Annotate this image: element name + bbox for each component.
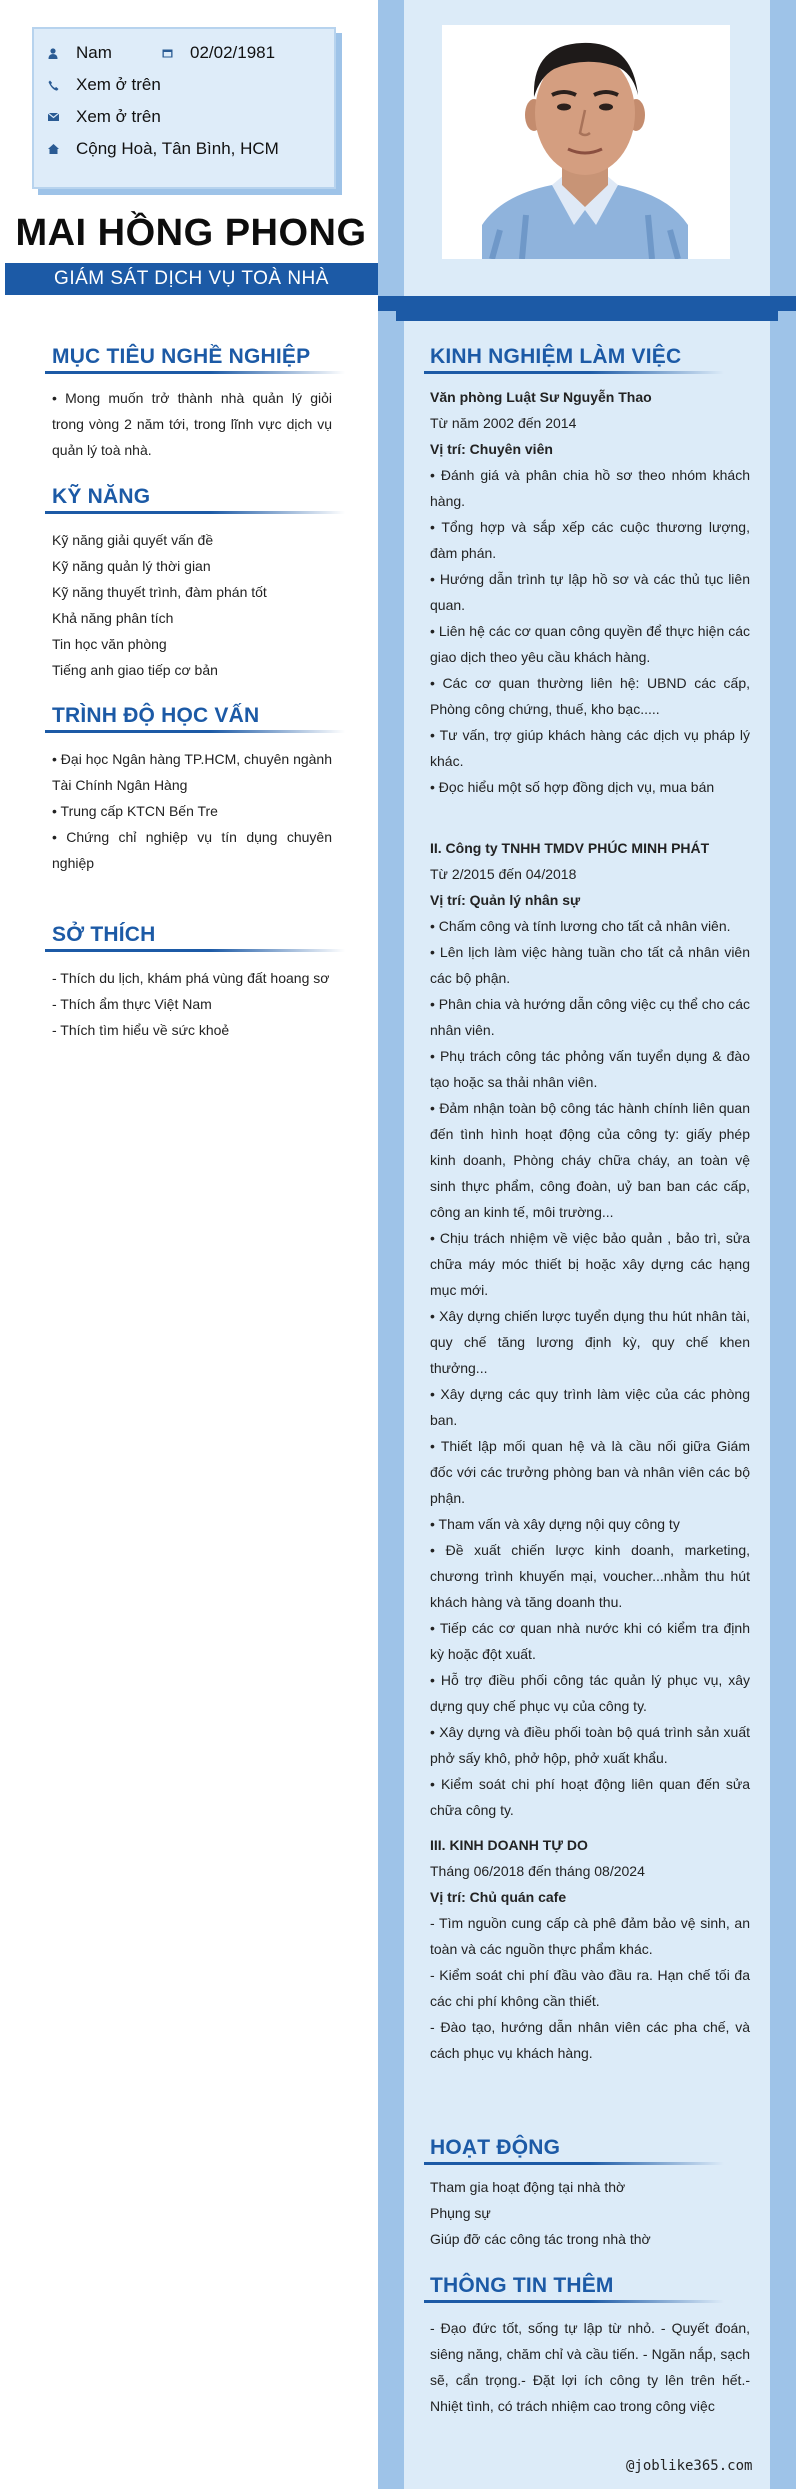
education-item: • Trung cấp KTCN Bến Tre — [52, 803, 218, 819]
portrait-image — [482, 25, 688, 259]
skills-underline — [45, 511, 345, 514]
job-bullet: - Đào tạo, hướng dẫn nhân viên các pha chế, và cách phục vụ khách hàng. — [430, 2019, 750, 2061]
skill-item: Kỹ năng thuyết trình, đàm phán tốt — [52, 584, 267, 600]
job-1 — [430, 384, 750, 800]
job-bullet: • Tổng hợp và sắp xếp các cuộc thương lượng, đàm phán. — [430, 519, 750, 561]
job-title: GIÁM SÁT DỊCH VỤ TOÀ NHÀ — [54, 268, 329, 289]
job-2 — [430, 835, 750, 1823]
activity-item: Giúp đỡ các công tác trong nhà thờ — [430, 2231, 651, 2247]
extra-info-underline — [424, 2300, 724, 2303]
activities-list — [430, 2174, 750, 2252]
profile-photo — [482, 25, 688, 259]
objective-text: • Mong muốn trở thành nhà quản lý giỏi trong vòng 2 năm tới, trong lĩnh vực dịch vụ quản lý toà nhà. — [52, 390, 332, 458]
header-divider-bar-inner — [396, 306, 778, 321]
job-period: Từ năm 2002 đến 2014 — [430, 415, 577, 431]
job-bullet: • Hỗ trợ điều phối công tác quản lý phục vụ, xây dựng quy chế phục vụ của công ty. — [430, 1672, 750, 1714]
phone-icon — [46, 78, 60, 92]
job-period: Tháng 06/2018 đến tháng 08/2024 — [430, 1863, 645, 1879]
job-bullet: • Đánh giá và phân chia hồ sơ theo nhóm khách hàng. — [430, 467, 750, 509]
job-3 — [430, 1832, 750, 2066]
gender-value: Nam — [76, 43, 112, 62]
job-bullet: • Lên lịch làm việc hàng tuần cho tất cả nhân viên các bộ phận. — [430, 944, 750, 986]
phone-value: Xem ở trên — [76, 75, 161, 94]
job-bullet: • Phụ trách công tác phỏng vấn tuyển dụng & đào tạo hoặc sa thải nhân viên. — [430, 1048, 750, 1090]
job-company: II. Công ty TNHH TMDV PHÚC MINH PHÁT — [430, 840, 710, 856]
education-title: TRÌNH ĐỘ HỌC VẤN — [52, 704, 260, 727]
experience-title: KINH NGHIỆM LÀM VIỆC — [430, 345, 682, 368]
job-bullet: • Chịu trách nhiệm về việc bảo quản , bảo trì, sửa chữa máy móc thiết bị hoặc xây dựng các hạng mục mới. — [430, 1230, 750, 1298]
activities-title: HOẠT ĐỘNG — [430, 2136, 561, 2159]
job-role: Vị trí: Chủ quán cafe — [430, 1889, 567, 1905]
skill-item: Kỹ năng quản lý thời gian — [52, 558, 211, 574]
job-bullet: - Tìm nguồn cung cấp cà phê đảm bảo vệ sinh, an toàn và các nguồn thực phẩm khác. — [430, 1915, 750, 1957]
hobbies-underline — [45, 949, 345, 952]
education-item: • Chứng chỉ nghiệp vụ tín dụng chuyên nghiệp — [52, 829, 332, 871]
phone-row — [46, 75, 161, 95]
job-bullet: • Liên hệ các cơ quan công quyền để thực hiện các giao dịch theo yêu cầu khách hàng. — [430, 623, 750, 665]
job-bullet: • Các cơ quan thường liên hệ: UBND các cấp, Phòng công chứng, thuế, kho bạc..... — [430, 675, 750, 717]
job-role: Vị trí: Quản lý nhân sự — [430, 892, 581, 908]
job-bullet: • Tư vấn, trợ giúp khách hàng các dịch vụ pháp lý khác. — [430, 727, 750, 769]
job-bullet: • Tiếp các cơ quan nhà nước khi có kiểm tra định kỳ hoặc đột xuất. — [430, 1620, 750, 1662]
email-value: Xem ở trên — [76, 107, 161, 126]
skills-title: KỸ NĂNG — [52, 485, 151, 508]
activity-item: Phụng sự — [430, 2205, 491, 2221]
hobby-item: - Thích du lịch, khám phá vùng đất hoang sơ — [52, 970, 330, 986]
watermark: @joblike365.com — [626, 2458, 753, 2474]
job-bullet: • Xây dựng các quy trình làm việc của các phòng ban. — [430, 1386, 750, 1428]
mail-icon — [46, 110, 60, 124]
address-value: Cộng Hoà, Tân Bình, HCM — [76, 139, 279, 158]
job-bullet: • Chấm công và tính lương cho tất cả nhân viên. — [430, 918, 731, 934]
experience-underline — [424, 371, 724, 374]
address-row — [46, 139, 279, 159]
job-company: III. KINH DOANH TỰ DO — [430, 1837, 588, 1853]
skill-item: Tin học văn phòng — [52, 636, 167, 652]
job-bullet: • Đảm nhận toàn bộ công tác hành chính liên quan đến tình hình hoạt động của công ty: giấy phép kinh doanh, Phòng cháy chữa cháy, an toàn vệ sinh thực phẩm, công đoàn, uỷ ban ban các cấp, công an kinh tế, môi trường... — [430, 1100, 750, 1220]
hobby-item: - Thích ẩm thực Việt Nam — [52, 996, 212, 1012]
skill-item: Khả năng phân tích — [52, 610, 174, 626]
hobbies-list — [52, 965, 332, 1043]
gender-row — [46, 43, 112, 63]
calendar-icon — [160, 46, 174, 60]
email-row — [46, 107, 161, 127]
job-bullet: • Xây dựng chiến lược tuyển dụng thu hút nhân tài, quy chế tăng lương định kỳ, quy chế khen thưởng... — [430, 1308, 750, 1376]
activity-item: Tham gia hoạt động tại nhà thờ — [430, 2179, 626, 2195]
job-bullet: • Hướng dẫn trình tự lập hồ sơ và các thủ tục liên quan. — [430, 571, 750, 613]
skills-list — [52, 527, 332, 683]
job-bullet: • Xây dựng và điều phối toàn bộ quá trình sản xuất phở sấy khô, phở hộp, phở xuất khẩu. — [430, 1724, 750, 1766]
dob-row — [160, 43, 275, 63]
user-icon — [46, 46, 60, 60]
job-bullet: • Đọc hiểu một số hợp đồng dịch vụ, mua bán — [430, 779, 715, 795]
activities-underline — [424, 2162, 724, 2165]
education-item: • Đại học Ngân hàng TP.HCM, chuyên ngành Tài Chính Ngân Hàng — [52, 751, 332, 793]
skill-item: Kỹ năng giải quyết vấn đề — [52, 532, 214, 548]
job-bullet: • Tham vấn và xây dựng nội quy công ty — [430, 1516, 680, 1532]
job-period: Từ 2/2015 đến 04/2018 — [430, 866, 577, 882]
job-bullet: • Thiết lập mối quan hệ và là cầu nối giữa Giám đốc với các trưởng phòng ban và nhân viên các bộ phận. — [430, 1438, 750, 1506]
job-bullet: • Phân chia và hướng dẫn công việc cụ thể cho các nhân viên. — [430, 996, 750, 1038]
full-name: MAI HỒNG PHONG — [15, 212, 367, 254]
job-bullet: • Kiểm soát chi phí hoạt động liên quan đến sửa chữa công ty. — [430, 1776, 750, 1818]
job-company: Văn phòng Luật Sư Nguyễn Thao — [430, 389, 652, 405]
extra-info-text: - Đạo đức tốt, sống tự lập từ nhỏ. - Quyết đoán, siêng năng, chăm chỉ và cầu tiến. - Ngăn nắp, sạch sẽ, cẩn trọng.- Đặt lợi ích công ty lên trên hết.- Nhiệt tình, có trách nhiệm cao trong công việc — [430, 2320, 750, 2414]
education-underline — [45, 730, 345, 733]
job-role: Vị trí: Chuyên viên — [430, 441, 553, 457]
objective-underline — [45, 371, 345, 374]
dob-value: 02/02/1981 — [190, 43, 276, 62]
objective-title: MỤC TIÊU NGHỀ NGHIỆP — [52, 345, 311, 368]
skill-item: Tiếng anh giao tiếp cơ bản — [52, 662, 218, 678]
hobbies-title: SỞ THÍCH — [52, 923, 156, 946]
job-bullet: - Kiểm soát chi phí đầu vào đầu ra. Hạn chế tối đa các chi phí không cần thiết. — [430, 1967, 750, 2009]
education-list — [52, 746, 332, 876]
hobby-item: - Thích tìm hiểu về sức khoẻ — [52, 1022, 230, 1038]
extra-info-title: THÔNG TIN THÊM — [430, 2274, 614, 2297]
job-bullet: • Đề xuất chiến lược kinh doanh, marketing, chương trình khuyến mại, voucher...nhằm thu hút khách hàng và tăng doanh thu. — [430, 1542, 750, 1610]
home-icon — [46, 142, 60, 156]
